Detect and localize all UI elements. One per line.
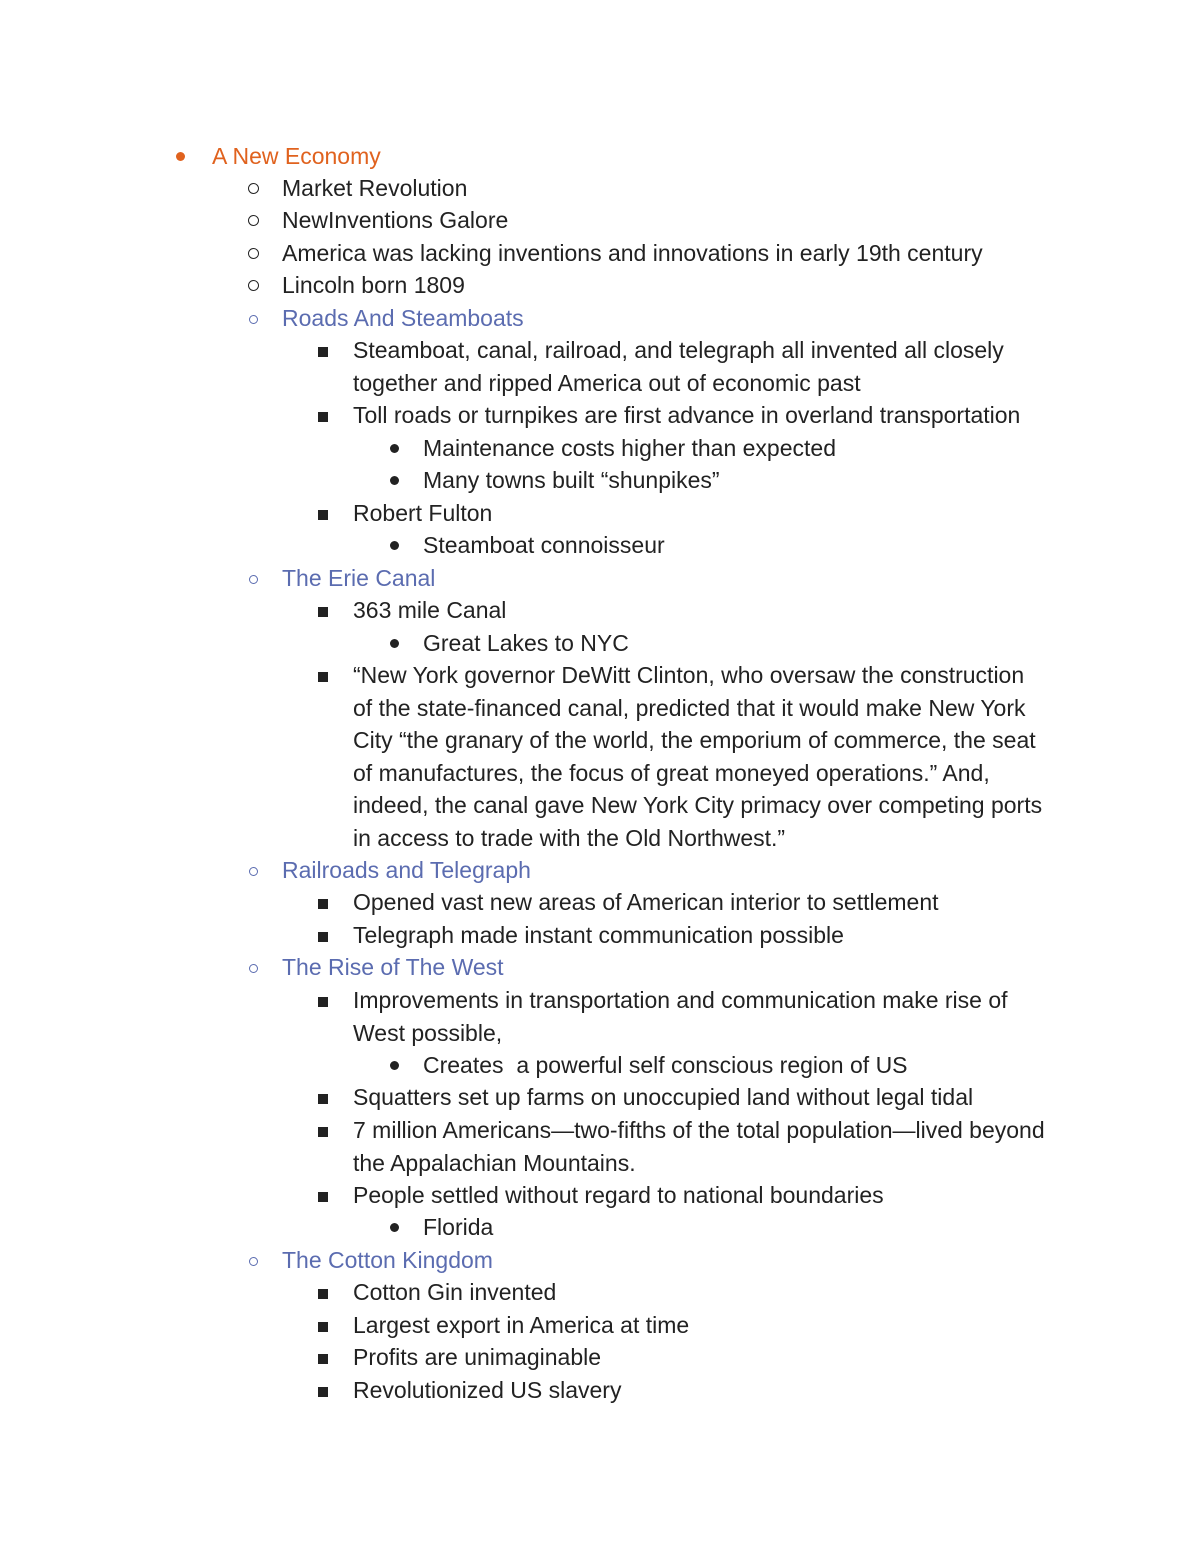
filled-bullet-icon <box>390 1061 399 1070</box>
item-text: Opened vast new areas of American interior to settlement <box>353 889 939 915</box>
outline-item <box>248 172 467 205</box>
outline-item <box>318 497 492 530</box>
outline-item <box>318 1341 601 1374</box>
hollow-bullet-icon <box>248 248 259 259</box>
item-text: Great Lakes to NYC <box>423 630 629 656</box>
item-text: America was lacking inventions and innovations in early 19th century <box>282 240 983 266</box>
filled-bullet-icon <box>390 444 399 453</box>
outline-item <box>390 464 720 497</box>
square-bullet-icon <box>318 1387 328 1397</box>
filled-bullet-icon <box>176 152 185 161</box>
item-text: 7 million Americans—two-fifths of the total population—lived beyond the Appalachian Mountains. <box>353 1117 1045 1176</box>
heading-a-new-economy: A New Economy <box>212 143 381 169</box>
outline-item <box>390 1049 908 1082</box>
hollow-bullet-icon <box>248 183 259 194</box>
item-text: Largest export in America at time <box>353 1312 690 1338</box>
square-bullet-icon <box>318 412 328 422</box>
outline-item <box>248 269 465 302</box>
section-heading: Roads And Steamboats <box>282 305 524 331</box>
item-text: Cotton Gin invented <box>353 1279 557 1305</box>
item-text: People settled without regard to national boundaries <box>353 1182 884 1208</box>
filled-bullet-icon <box>390 639 399 648</box>
outline-item <box>318 399 1020 432</box>
outline-item <box>318 1374 621 1407</box>
square-bullet-icon <box>318 1127 328 1137</box>
item-text: Many towns built “shunpikes” <box>423 467 720 493</box>
outline-item <box>248 237 983 270</box>
outline-item <box>390 432 836 465</box>
hollow-bullet-icon <box>249 315 258 324</box>
item-text: Revolutionized US slavery <box>353 1377 622 1403</box>
hollow-bullet-icon <box>249 964 258 973</box>
section-the-cotton-kingdom <box>248 1244 493 1277</box>
square-bullet-icon <box>318 899 328 909</box>
square-bullet-icon <box>318 1354 328 1364</box>
square-bullet-icon <box>318 932 328 942</box>
section-the-rise-of-the-west <box>248 951 504 984</box>
outline-item <box>318 886 939 919</box>
outline-item <box>318 1309 689 1342</box>
outline-item <box>318 1276 556 1309</box>
outline-item <box>318 1179 884 1212</box>
section-heading: Railroads and Telegraph <box>282 857 531 883</box>
square-bullet-icon <box>318 1094 328 1104</box>
outline-item <box>390 529 665 562</box>
filled-bullet-icon <box>390 476 399 485</box>
square-bullet-icon <box>318 1289 328 1299</box>
item-text: NewInventions Galore <box>282 207 509 233</box>
square-bullet-icon <box>318 997 328 1007</box>
outline-item <box>248 204 508 237</box>
outline-item <box>318 1081 973 1114</box>
outline-item <box>390 627 629 660</box>
item-text: Florida <box>423 1214 494 1240</box>
item-text: Robert Fulton <box>353 500 493 526</box>
square-bullet-icon <box>318 1192 328 1202</box>
item-text: Maintenance costs higher than expected <box>423 435 836 461</box>
filled-bullet-icon <box>390 541 399 550</box>
hollow-bullet-icon <box>249 867 258 876</box>
item-text: Squatters set up farms on unoccupied land without legal tidal <box>353 1084 974 1110</box>
outline-item <box>318 919 844 952</box>
square-bullet-icon <box>318 347 328 357</box>
hollow-bullet-icon <box>248 280 259 291</box>
section-heading: The Erie Canal <box>282 565 436 591</box>
item-text: Market Revolution <box>282 175 468 201</box>
square-bullet-icon <box>318 510 328 520</box>
item-text: Toll roads or turnpikes are first advance in overland transportation <box>353 402 1021 428</box>
filled-bullet-icon <box>390 1223 399 1232</box>
outline-item <box>318 984 1038 1049</box>
item-text: Steamboat, canal, railroad, and telegraph all invented all closely together and ripped America out of economic past <box>353 337 1004 396</box>
outline-item <box>318 594 506 627</box>
section-roads-and-steamboats <box>248 302 524 335</box>
square-bullet-icon <box>318 607 328 617</box>
hollow-bullet-icon <box>248 215 259 226</box>
outline-item-quote <box>318 659 1048 854</box>
item-text: Steamboat connoisseur <box>423 532 665 558</box>
item-text: “New York governor DeWitt Clinton, who oversaw the construction of the state-financed canal, predicted that it would make New York City “the granary of the world, the emporium of commerce, the seat of manufactures, the focus of great moneyed operations.” And, indeed, the canal gave New York City primacy over competing ports in access to trade with the Old Northwest.” <box>353 662 1043 851</box>
outline-item <box>318 1114 1058 1179</box>
item-text: 363 mile Canal <box>353 597 507 623</box>
outline-item <box>390 1211 493 1244</box>
item-text: Lincoln born 1809 <box>282 272 465 298</box>
section-heading: The Cotton Kingdom <box>282 1247 493 1273</box>
section-railroads-and-telegraph <box>248 854 531 887</box>
item-text: Creates a powerful self conscious region of US <box>423 1052 908 1078</box>
item-text: Telegraph made instant communication possible <box>353 922 844 948</box>
item-text: Profits are unimaginable <box>353 1344 602 1370</box>
outline-item <box>318 334 1038 399</box>
hollow-bullet-icon <box>249 575 258 584</box>
hollow-bullet-icon <box>249 1257 258 1266</box>
section-the-erie-canal <box>248 562 435 595</box>
square-bullet-icon <box>318 672 328 682</box>
item-text: Improvements in transportation and communication make rise of West possible, <box>353 987 1008 1046</box>
outline-item-a-new-economy <box>176 140 381 173</box>
section-heading: The Rise of The West <box>282 954 504 980</box>
square-bullet-icon <box>318 1322 328 1332</box>
